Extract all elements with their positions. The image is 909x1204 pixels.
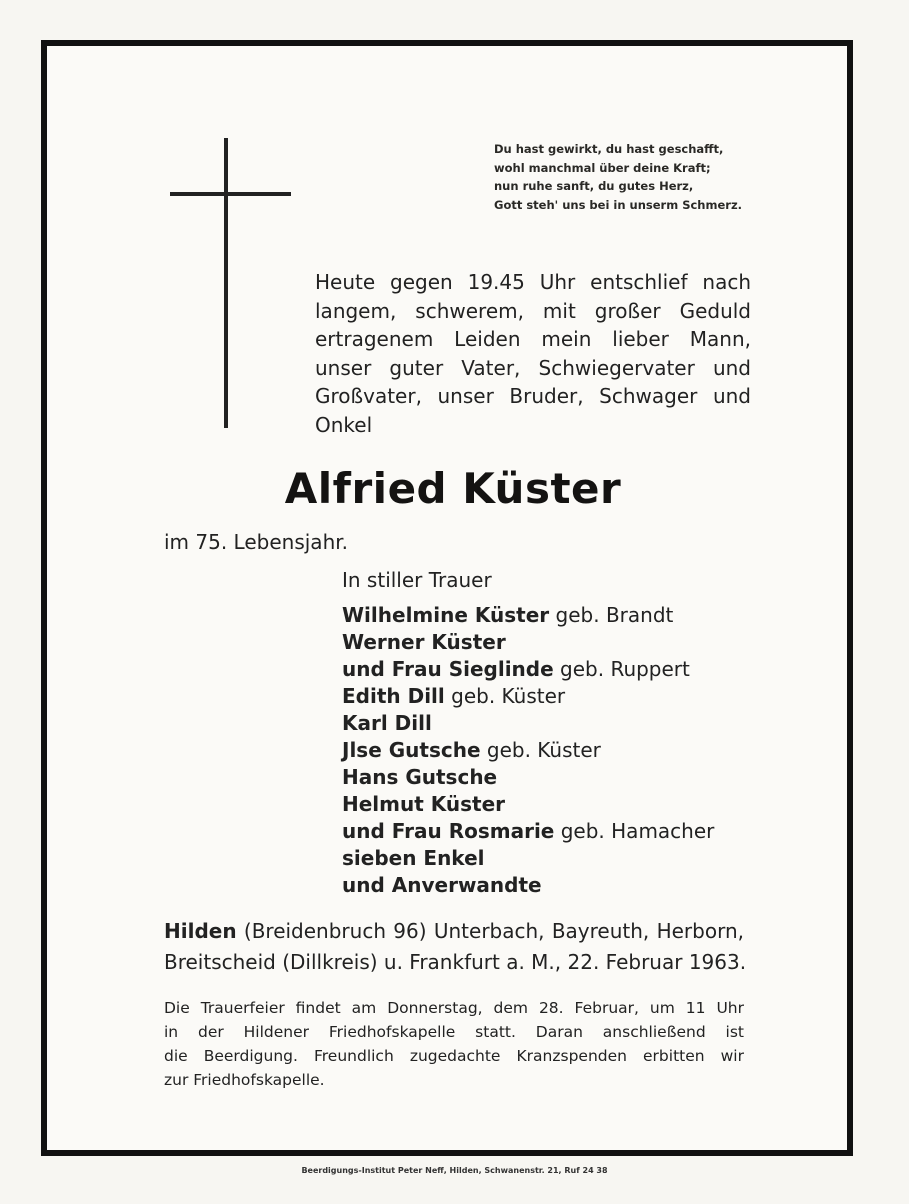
cross-icon: [224, 138, 228, 428]
funeral-line: in der Hildener Friedhofskapelle statt. Daran anschließend ist: [164, 1023, 744, 1041]
mourner-note: geb. Ruppert: [553, 657, 690, 681]
announcement-line: Großvater, unser Bruder, Schwager und: [315, 384, 751, 408]
mourner-name: Helmut Küster: [342, 792, 506, 816]
mourner-row: [342, 629, 812, 656]
poem-line: Du hast gewirkt, du hast geschafft,: [494, 142, 724, 156]
announcement-line: ertragenem Leiden mein lieber Mann,: [315, 327, 751, 351]
mourner-name: Karl Dill: [342, 711, 432, 735]
announcement-line: unser guter Vater, Schwiegervater und: [315, 355, 751, 380]
announcement-text: [315, 268, 751, 439]
mourner-row: [342, 791, 812, 818]
funeral-line: Die Trauerfeier findet am Donnerstag, dem 28. Februar, um 11 Uhr: [164, 999, 744, 1017]
mourner-name: und Frau Rosmarie: [342, 819, 555, 843]
cross-icon-bar: [170, 192, 291, 196]
poem-line: wohl manchmal über deine Kraft;: [494, 160, 711, 175]
mourner-row: [342, 683, 812, 710]
footer-imprint: Beerdigungs-Institut Peter Neff, Hilden, Schwanenstr. 21, Ruf 24 38: [301, 1166, 608, 1175]
mourner-name: Jlse Gutsche: [342, 738, 481, 762]
mourner-row: [342, 818, 812, 845]
mourner-row: [342, 764, 812, 791]
mourners-list: [342, 568, 812, 899]
poem-line: Gott steh' uns bei in unserm Schmerz.: [494, 197, 743, 212]
funeral-line: zur Friedhofskapelle.: [164, 1071, 325, 1089]
announcement-line: langem, schwerem, mit großer Geduld: [315, 298, 751, 323]
place-rest: (Breidenbruch 96) Unterbach, Bayreuth, Herborn,: [236, 919, 744, 943]
deceased-name: Alfried Küster: [284, 464, 622, 513]
mourner-name: sieben Enkel: [342, 846, 485, 870]
poem: [494, 140, 814, 214]
mourner-note: geb. Hamacher: [554, 819, 715, 843]
obituary-card: [41, 40, 853, 1156]
place-town: Hilden: [164, 919, 237, 943]
mourner-note: geb. Brandt: [549, 603, 674, 627]
mourner-name: Edith Dill: [342, 684, 445, 708]
mourner-note: geb. Küster: [444, 684, 566, 708]
mourner-row: [342, 845, 812, 872]
mourner-note: geb. Küster: [480, 738, 601, 762]
mourner-row: [342, 602, 812, 629]
mourner-name: Werner Küster: [342, 630, 506, 654]
mourner-row: [342, 737, 812, 764]
poem-line: nun ruhe sanft, du gutes Herz,: [494, 179, 694, 193]
place-line: [164, 916, 744, 947]
announcement-line: Heute gegen 19.45 Uhr entschlief nach: [315, 270, 751, 294]
mourner-name: und Frau Sieglinde: [342, 657, 554, 681]
mourner-name: Hans Gutsche: [342, 765, 498, 789]
mourner-name: Wilhelmine Küster: [342, 603, 550, 627]
place-line: Breitscheid (Dillkreis) u. Frankfurt a. M., 22. Februar 1963.: [164, 950, 747, 974]
mourner-row: [342, 710, 812, 737]
place-date: [164, 916, 747, 978]
deceased-age: im 75. Lebensjahr.: [164, 530, 348, 554]
announcement-line: Onkel: [315, 412, 373, 437]
funeral-notice: [164, 996, 744, 1092]
mourner-row: [342, 656, 812, 683]
mourner-name: und Anverwandte: [342, 873, 542, 897]
funeral-line: die Beerdigung. Freundlich zugedachte Kranzspenden erbitten wir: [164, 1047, 744, 1065]
mourner-row: [342, 872, 812, 899]
mourners-heading: In stiller Trauer: [342, 568, 492, 592]
